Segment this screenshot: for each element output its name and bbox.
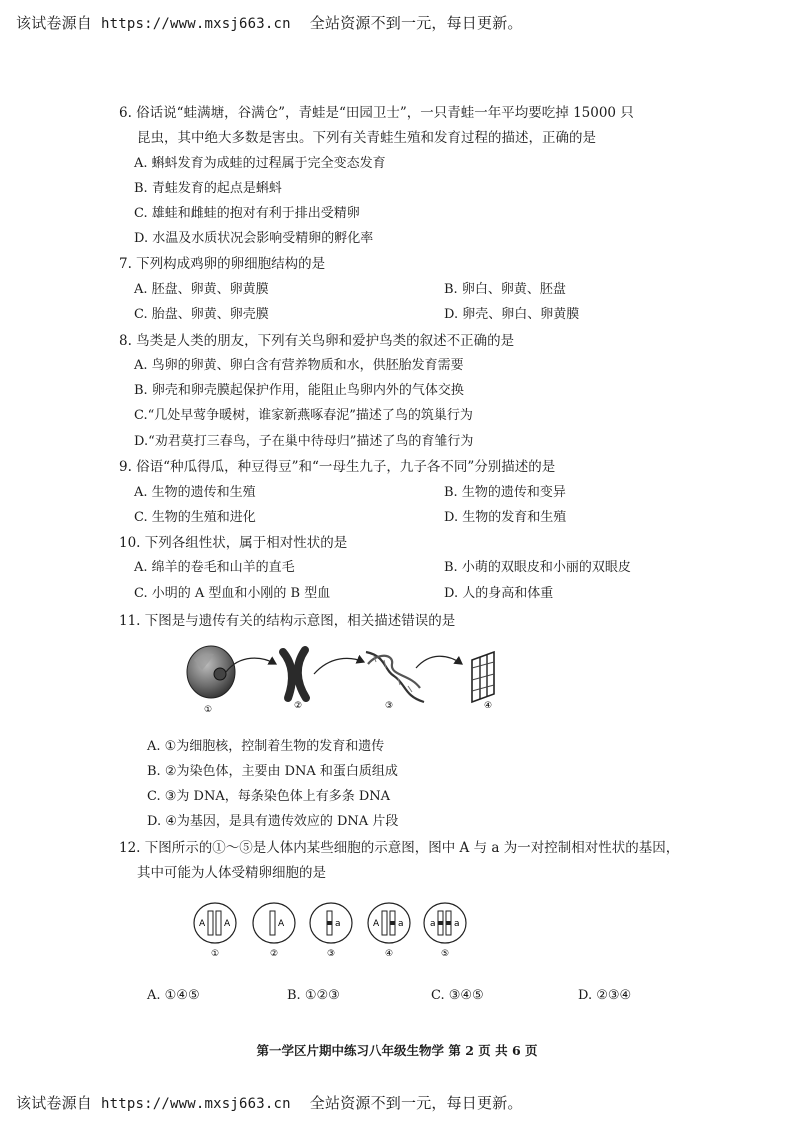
q8-option-a: A. 鸟卵的卵黄、卵白含有营养物质和水，供胚胎发育需要 — [134, 358, 464, 373]
q12-option-c: C. ③④⑤ — [431, 988, 484, 1003]
q6-stem-line1: 6. 俗话说“蛙满塘，谷满仓”，青蛙是“田园卫士”，一只青蛙一年平均要吃掉 15000 只 — [119, 105, 634, 121]
q11-stem: 11. 下图是与遗传有关的结构示意图，相关描述错误的是 — [119, 613, 456, 629]
q10-stem: 10. 下列各组性状，属于相对性状的是 — [119, 535, 348, 551]
q10-option-a: A. 绵羊的卷毛和山羊的直毛 — [134, 560, 295, 575]
chromosome-icon — [283, 650, 306, 698]
cell-2-gene: A — [278, 919, 285, 929]
q7-option-a: A. 胚盘、卵黄、卵黄膜 — [134, 282, 269, 297]
cell-4-gene-left: A — [373, 919, 380, 929]
q8-stem: 8. 鸟类是人类的朋友，下列有关鸟卵和爱护鸟类的叙述不正确的是 — [119, 333, 515, 349]
q6-option-a: A. 蝌蚪发育为成蛙的过程属于完全变态发育 — [134, 156, 386, 171]
q6-option-c: C. 雄蛙和雌蛙的抱对有利于排出受精卵 — [134, 206, 360, 221]
q8-option-d: D.“劝君莫打三春鸟，子在巢中待母归”描述了鸟的育雏行为 — [134, 434, 474, 449]
q7-stem: 7. 下列构成鸡卵的卵细胞结构的是 — [119, 256, 326, 272]
source-banner-bottom — [16, 1092, 523, 1113]
banner-prefix: 该试卷源自 — [16, 1094, 93, 1112]
gene-segment-icon — [472, 652, 494, 702]
cell-1-diagram — [194, 903, 236, 943]
q9-option-b: B. 生物的遗传和变异 — [444, 485, 566, 500]
q11-fig-label-2: ② — [294, 701, 303, 711]
cell-1-gene-left: A — [199, 919, 206, 929]
q8-option-b: B. 卵壳和卵壳膜起保护作用，能阻止鸟卵内外的气体交换 — [134, 383, 464, 398]
q12-option-a: A. ①④⑤ — [147, 988, 200, 1003]
q11-fig-label-1: ① — [204, 705, 213, 715]
q7-option-c: C. 胎盘、卵黄、卵壳膜 — [134, 307, 269, 322]
q11-option-a: A. ①为细胞核，控制着生物的发育和遗传 — [147, 739, 385, 754]
source-banner-top — [16, 12, 523, 33]
q8-option-c: C.“几处早莺争暖树，谁家新燕啄春泥”描述了鸟的筑巢行为 — [134, 408, 473, 423]
q12-fig-label-3: ③ — [327, 949, 336, 959]
q6-stem-line2: 昆虫，其中绝大多数是害虫。下列有关青蛙生殖和发育过程的描述，正确的是 — [137, 130, 596, 146]
q11-genetics-figure — [180, 630, 530, 716]
q12-stem-line2: 其中可能为人体受精卵细胞的是 — [137, 865, 326, 881]
q9-option-a: A. 生物的遗传和生殖 — [134, 485, 256, 500]
q9-option-d: D. 生物的发育和生殖 — [444, 510, 567, 525]
banner-suffix: 全站资源不到一元，每日更新。 — [309, 14, 523, 32]
cell-5-diagram — [424, 903, 466, 943]
cell-4-gene-right: a — [398, 919, 404, 929]
q11-fig-label-3: ③ — [385, 701, 394, 711]
q6-option-b: B. 青蛙发育的起点是蝌蚪 — [134, 181, 282, 196]
q7-option-b: B. 卵白、卵黄、胚盘 — [444, 282, 566, 297]
cell-2-diagram — [253, 903, 295, 943]
q12-cells-figure — [190, 898, 480, 960]
q12-option-d: D. ②③④ — [578, 988, 632, 1003]
q10-option-d: D. 人的身高和体重 — [444, 586, 554, 601]
q10-option-b: B. 小萌的双眼皮和小丽的双眼皮 — [444, 560, 631, 575]
banner-url-link[interactable]: https://www.mxsj663.cn — [100, 16, 291, 32]
q12-fig-label-2: ② — [270, 949, 279, 959]
q9-stem: 9. 俗语“种瓜得瓜，种豆得豆”和“一母生九子，九子各不同”分别描述的是 — [119, 459, 556, 475]
page-footer: 第一学区片期中练习八年级生物学 第 2 页 共 6 页 — [256, 1043, 538, 1058]
q12-option-b: B. ①②③ — [287, 988, 340, 1003]
q12-fig-label-4: ④ — [385, 949, 394, 959]
cell-3-diagram — [310, 903, 352, 943]
q7-option-d: D. 卵壳、卵白、卵黄膜 — [444, 307, 580, 322]
q10-option-c: C. 小明的 A 型血和小刚的 B 型血 — [134, 586, 331, 601]
banner-suffix: 全站资源不到一元，每日更新。 — [309, 1094, 523, 1112]
q11-option-d: D. ④为基因，是具有遗传效应的 DNA 片段 — [147, 814, 399, 829]
banner-url-link[interactable]: https://www.mxsj663.cn — [100, 1096, 291, 1112]
cell-nucleus-icon — [187, 646, 235, 698]
banner-prefix: 该试卷源自 — [16, 14, 93, 32]
dna-helix-icon — [366, 652, 424, 702]
cell-4-diagram — [368, 903, 410, 943]
q11-option-b: B. ②为染色体，主要由 DNA 和蛋白质组成 — [147, 764, 398, 779]
q12-fig-label-5: ⑤ — [441, 949, 450, 959]
cell-3-gene: a — [335, 919, 341, 929]
q12-fig-label-1: ① — [211, 949, 220, 959]
q12-stem-line1: 12. 下图所示的①～⑤是人体内某些细胞的示意图，图中 A 与 a 为一对控制相对性状的基因， — [119, 840, 680, 856]
cell-5-gene-right: a — [454, 919, 460, 929]
q11-option-c: C. ③为 DNA，每条染色体上有多条 DNA — [147, 789, 391, 804]
q6-option-d: D. 水温及水质状况会影响受精卵的孵化率 — [134, 231, 374, 246]
q9-option-c: C. 生物的生殖和进化 — [134, 510, 256, 525]
cell-5-gene-left: a — [430, 919, 436, 929]
cell-1-gene-right: A — [224, 919, 231, 929]
q11-fig-label-4: ④ — [484, 701, 493, 711]
